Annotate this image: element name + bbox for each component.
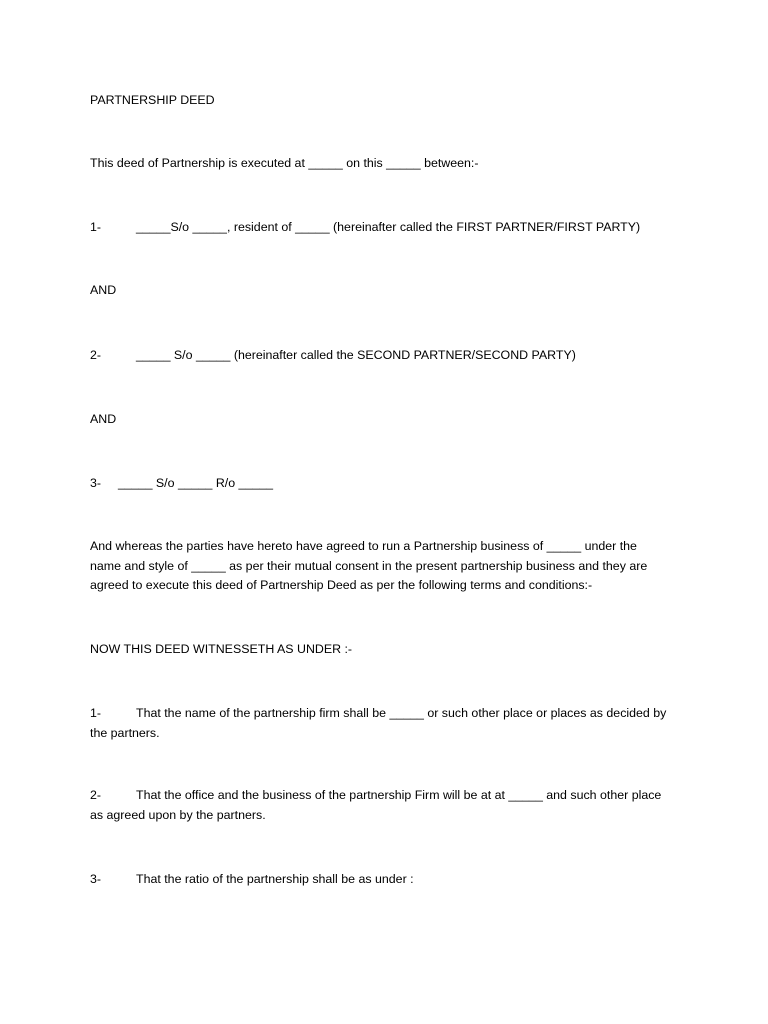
whereas-line-2: name and style of _____ as per their mutual consent in the present partnership business and they are (90, 558, 648, 573)
clause-2-number: 2- (90, 788, 102, 802)
party-3-number: 3- (90, 476, 102, 490)
clause-3-number: 3- (90, 872, 102, 886)
witnesseth-heading: NOW THIS DEED WITNESSETH AS UNDER :- (90, 642, 353, 656)
clause-3-text: That the ratio of the partnership shall be as under : (136, 872, 414, 886)
and-separator-2: AND (90, 412, 117, 426)
party-3 (90, 474, 273, 493)
clause-2 (90, 786, 690, 825)
party-2-number: 2- (90, 348, 102, 362)
whereas-line-1: And whereas the parties have hereto have agreed to run a Partnership business of _____ under the (90, 539, 637, 553)
clause-2-text: That the office and the business of the partnership Firm will be at at _____ and such other place (136, 788, 662, 802)
clause-1-line-1 (90, 704, 690, 724)
party-1-number: 1- (90, 220, 102, 234)
party-2-text: _____ S/o _____ (hereinafter called the SECOND PARTNER/SECOND PARTY) (136, 348, 576, 362)
clause-3 (90, 870, 690, 890)
whereas-line-3: agreed to execute this deed of Partnership Deed as per the following terms and conditions:- (90, 578, 593, 592)
clause-1 (90, 704, 690, 743)
party-3-text: _____ S/o _____ R/o _____ (118, 476, 274, 490)
and-separator-1: AND (90, 283, 117, 297)
clause-2-line-2: as agreed upon by the partners. (90, 807, 266, 822)
party-2 (90, 346, 576, 365)
document-title: PARTNERSHIP DEED (90, 93, 215, 107)
whereas-paragraph (90, 537, 690, 596)
party-1 (90, 218, 640, 237)
clause-3-line-1 (90, 870, 690, 890)
clause-2-line-1 (90, 786, 690, 806)
clause-1-number: 1- (90, 706, 102, 720)
party-1-text: _____S/o _____, resident of _____ (hereinafter called the FIRST PARTNER/FIRST PARTY) (136, 220, 641, 234)
clause-1-line-2: the partners. (90, 725, 160, 740)
intro-paragraph: This deed of Partnership is executed at _____ on this _____ between:- (90, 156, 479, 170)
clause-1-text: That the name of the partnership firm shall be _____ or such other place or places as decided by (136, 706, 667, 720)
